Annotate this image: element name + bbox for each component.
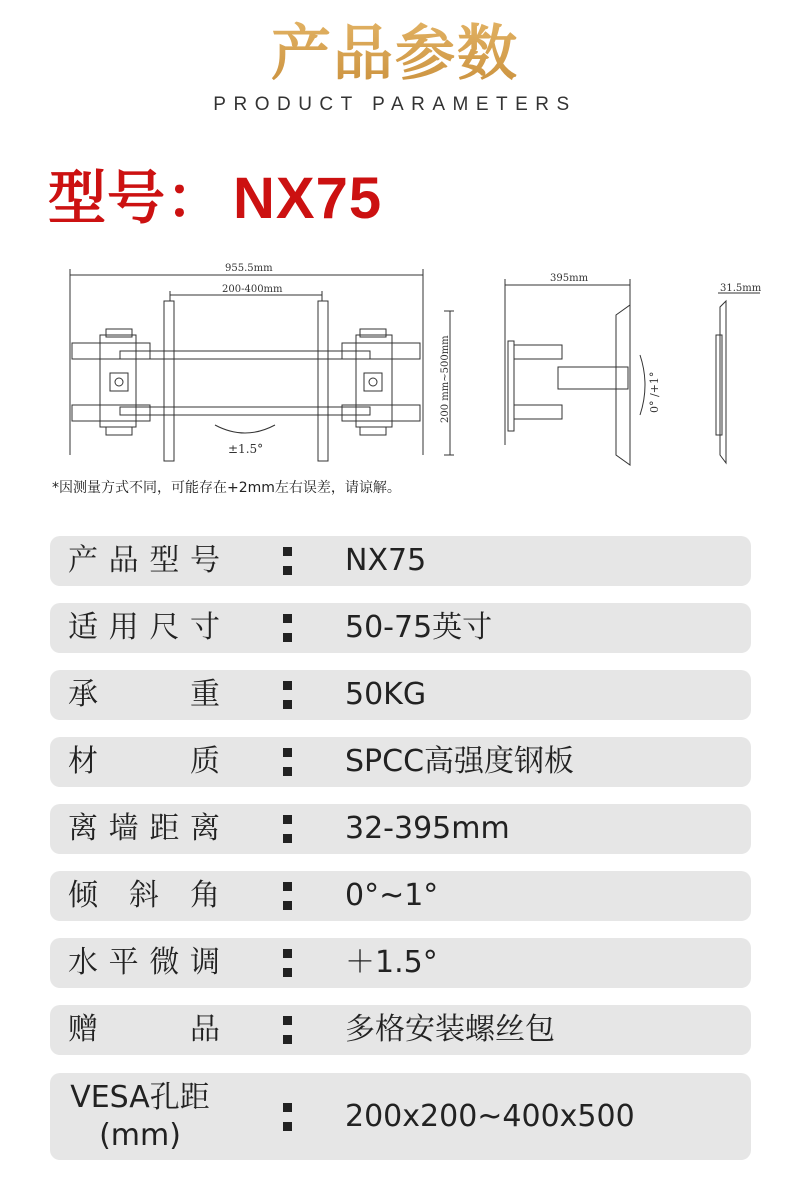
spec-key: 倾斜角 — [68, 878, 220, 913]
extension-label: 395mm — [550, 273, 589, 284]
spec-row-model — [50, 536, 751, 586]
spec-key: 材质 — [68, 744, 220, 779]
model-label: 型号： — [48, 164, 226, 232]
colon-mark — [283, 614, 293, 642]
model-heading — [48, 160, 382, 237]
swivel-label: ±1.5° — [228, 442, 264, 456]
dimension-drawing — [50, 255, 770, 475]
spec-value: 200x200~400x500 — [345, 1098, 635, 1134]
spec-key: 承重 — [68, 677, 220, 712]
page-subtitle: PRODUCT PARAMETERS — [213, 94, 577, 115]
depth-label: 31.5mm — [720, 283, 762, 294]
vesa-width-label: 200-400mm — [222, 284, 283, 295]
spec-value: 0°~1° — [345, 878, 439, 913]
measurement-note: *因测量方式不同，可能存在+2mm左右误差，请谅解。 — [52, 480, 401, 496]
spec-key-line2: (mm) — [99, 1117, 181, 1153]
left-rail — [164, 301, 174, 461]
spec-key-line1: VESA孔距 — [70, 1079, 210, 1115]
spec-key: 赠品 — [68, 1012, 220, 1047]
vesa-height-label: 200 mm~500mm — [440, 335, 451, 423]
tilt-label: 0° /+1° — [648, 371, 661, 413]
total-width-label: 955.5mm — [225, 263, 273, 274]
spec-key: 离墙距离 — [68, 811, 220, 846]
spec-value: 50KG — [345, 677, 427, 712]
spec-key — [50, 1079, 230, 1155]
spec-key: 适用尺寸 — [68, 610, 220, 645]
swivel-arc — [215, 425, 275, 433]
spec-value: NX75 — [345, 543, 427, 578]
spec-row-material — [50, 737, 751, 787]
spec-key: 产品型号 — [68, 543, 220, 578]
spec-row-level-adjust — [50, 938, 751, 988]
right-rail — [318, 301, 328, 461]
dimension-diagram — [50, 255, 770, 475]
colon-mark — [283, 547, 293, 575]
colon-mark — [283, 748, 293, 776]
colon-mark — [283, 882, 293, 910]
colon-mark — [283, 1016, 293, 1044]
spec-value: 32-395mm — [345, 811, 510, 846]
spec-row-accessories — [50, 1005, 751, 1055]
colon-mark — [283, 1103, 293, 1131]
spec-value: SPCC高强度钢板 — [345, 744, 575, 779]
colon-mark — [283, 949, 293, 977]
colon-mark — [283, 815, 293, 843]
spec-row-load — [50, 670, 751, 720]
model-code: NX75 — [233, 166, 383, 231]
colon-mark — [283, 681, 293, 709]
spec-row-tilt — [50, 871, 751, 921]
spec-row-wall-distance — [50, 804, 751, 854]
spec-row-size — [50, 603, 751, 653]
spec-row-vesa — [50, 1073, 751, 1160]
spec-key: 水平微调 — [68, 945, 220, 980]
spec-value: 50-75英寸 — [345, 610, 493, 645]
page-title: 产品参数 — [0, 14, 790, 94]
spec-value: 多格安装螺丝包 — [345, 1012, 555, 1047]
spec-value: ＋1.5° — [345, 945, 438, 980]
